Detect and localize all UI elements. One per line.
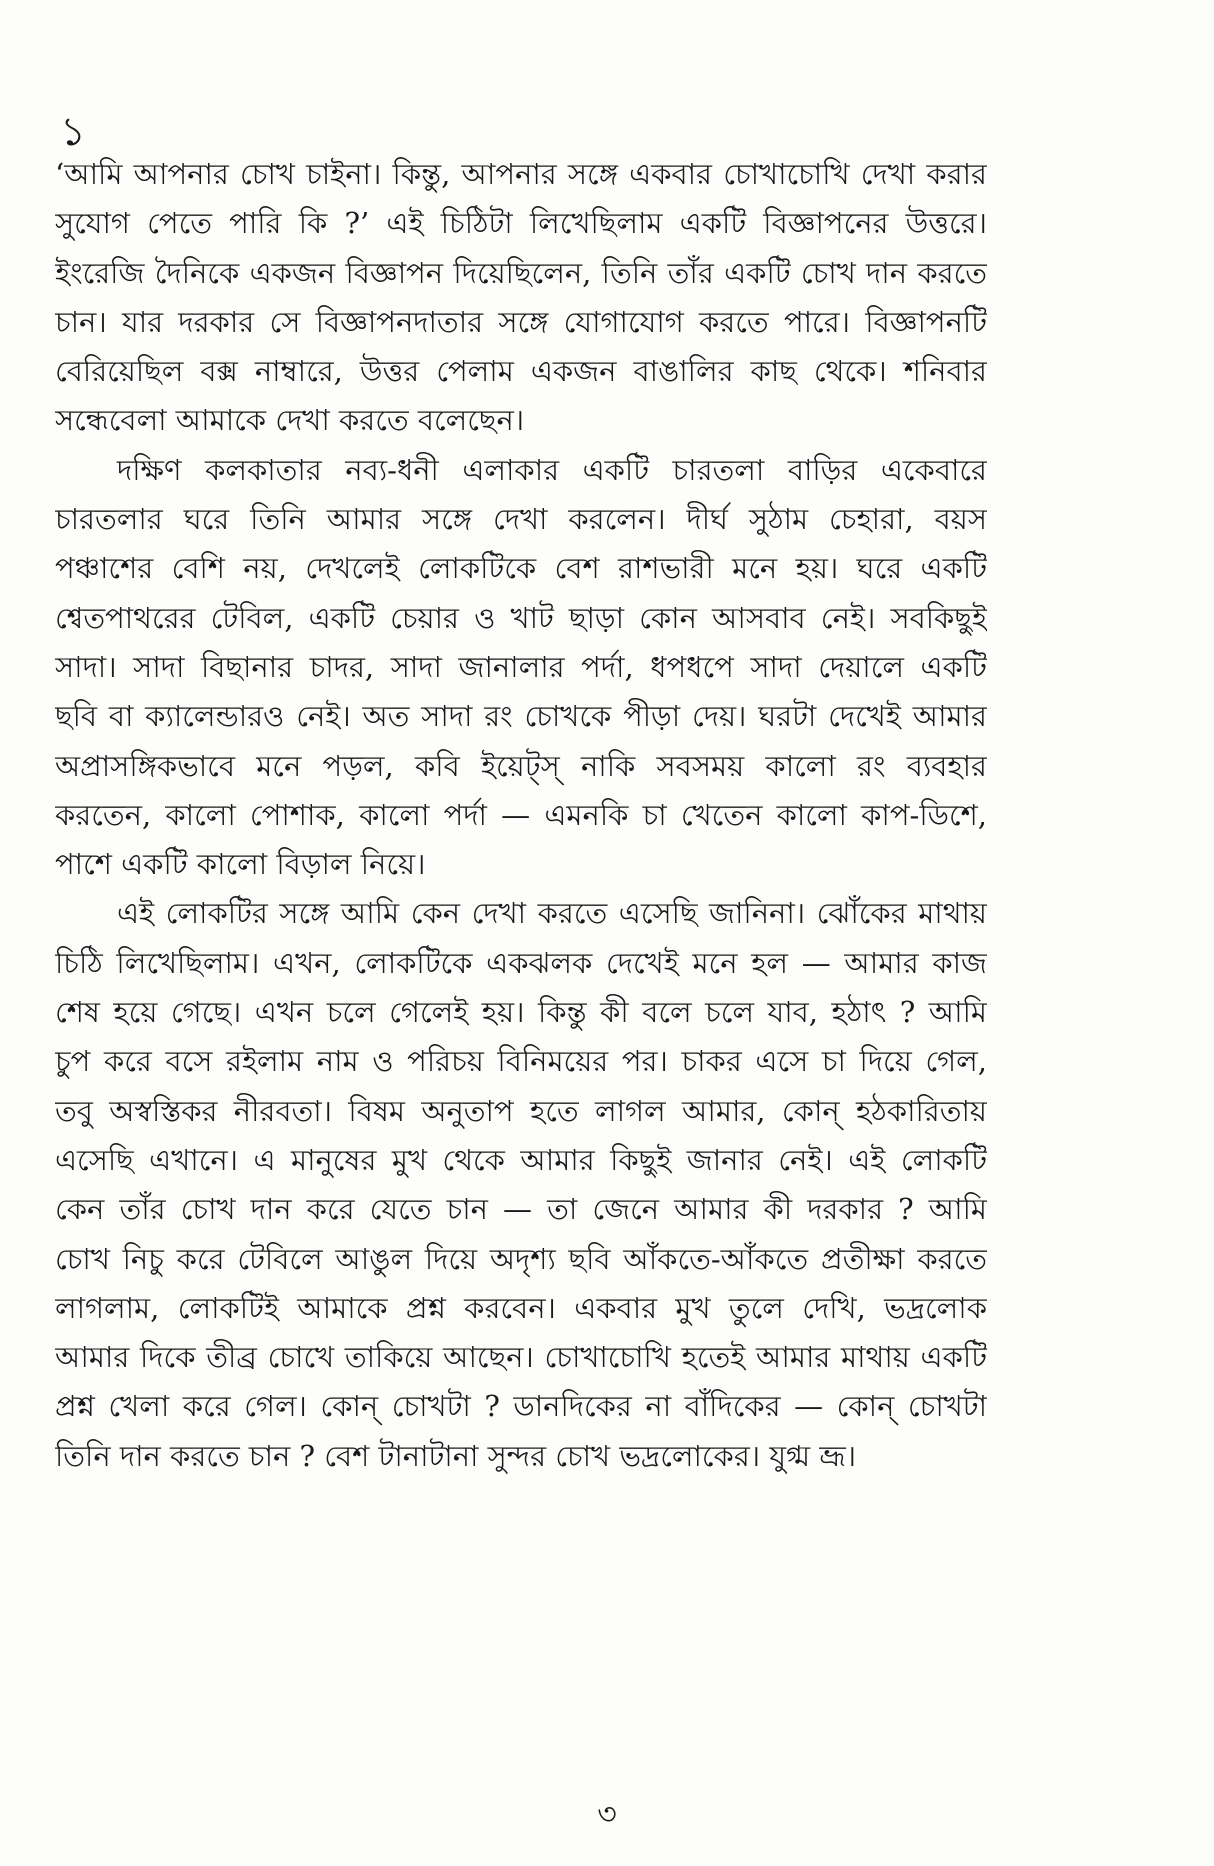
page-number: ৩ bbox=[597, 1797, 617, 1832]
text-line: শ্বেতপাথরের টেবিল, একটি চেয়ার ও খাট ছাড়া কোন আসবাব নেই। সবকিছুই bbox=[55, 600, 987, 635]
text-line: শেষ হয়ে গেছে। এখন চলে গেলেই হয়। কিন্তু কী বলে চলে যাব, হঠাৎ ? আমি bbox=[55, 995, 987, 1030]
text-line: চান। যার দরকার সে বিজ্ঞাপনদাতার সঙ্গে যোগাযোগ করতে পারে। বিজ্ঞাপনটি bbox=[55, 304, 987, 339]
text-line: সুযোগ পেতে পারি কি ?’ এই চিঠিটা লিখেছিলাম একটি বিজ্ঞাপনের উত্তরে। bbox=[55, 206, 987, 241]
text-line: আমার দিকে তীব্র চোখে তাকিয়ে আছেন। চোখাচোখি হতেই আমার মাথায় একটি bbox=[55, 1340, 987, 1375]
text-line: পঞ্চাশের বেশি নয়, দেখলেই লোকটিকে বেশ রাশভারী মনে হয়। ঘরে একটি bbox=[55, 551, 987, 586]
text-line: বেরিয়েছিল বক্স নাম্বারে, উত্তর পেলাম একজন বাঙালির কাছ থেকে। শনিবার bbox=[55, 354, 987, 389]
text-line: চারতলার ঘরে তিনি আমার সঙ্গে দেখা করলেন। দীর্ঘ সুঠাম চেহারা, বয়স bbox=[55, 502, 987, 537]
text-line: ছবি বা ক্যালেন্ডারও নেই। অত সাদা রং চোখকে পীড়া দেয়। ঘরটা দেখেই আমার bbox=[55, 699, 987, 734]
text-line: পাশে একটি কালো বিড়াল নিয়ে। bbox=[55, 847, 426, 882]
text-line: চোখ নিচু করে টেবিলে আঙুল দিয়ে অদৃশ্য ছবি আঁকতে-আঁকতে প্রতীক্ষা করতে bbox=[55, 1241, 987, 1276]
text-line: তবু অস্বস্তিকর নীরবতা। বিষম অনুতাপ হতে লাগল আমার, কোন্ হঠকারিতায় bbox=[55, 1093, 987, 1128]
text-line: ‘আমি আপনার চোখ চাইনা। কিন্তু, আপনার সঙ্গে একবার চোখাচোখি দেখা করার bbox=[55, 157, 987, 191]
text-line: করতেন, কালো পোশাক, কালো পর্দা — এমনকি চা খেতেন কালো কাপ-ডিশে, bbox=[55, 797, 987, 832]
text-line: এসেছি এখানে। এ মানুষের মুখ থেকে আমার কিছুই জানার নেই। এই লোকটি bbox=[55, 1142, 987, 1177]
text-line: ইংরেজি দৈনিকে একজন বিজ্ঞাপন দিয়েছিলেন, তিনি তাঁর একটি চোখ দান করতে bbox=[55, 255, 987, 290]
text-line: চিঠি লিখেছিলাম। এখন, লোকটিকে একঝলক দেখেই মনে হল — আমার কাজ bbox=[55, 945, 987, 980]
paragraph bbox=[55, 150, 987, 446]
text-line: চুপ করে বসে রইলাম নাম ও পরিচয় বিনিময়ের পর। চাকর এসে চা দিয়ে গেল, bbox=[55, 1044, 987, 1079]
text-line: সাদা। সাদা বিছানার চাদর, সাদা জানালার পর্দা, ধপধপে সাদা দেয়ালে একটি bbox=[55, 649, 987, 684]
page-body bbox=[55, 150, 987, 1481]
text-line: প্রশ্ন খেলা করে গেল। কোন্ চোখটা ? ডানদিকের না বাঁদিকের — কোন্ চোখটা bbox=[55, 1389, 987, 1424]
text-line: দক্ষিণ কলকাতার নব্য-ধনী এলাকার একটি চারতলা বাড়ির একেবারে bbox=[117, 452, 987, 487]
paragraph bbox=[55, 446, 987, 890]
text-line: অপ্রাসঙ্গিকভাবে মনে পড়ল, কবি ইয়েট্‌স্ নাকি সবসময় কালো রং ব্যবহার bbox=[55, 748, 987, 783]
paragraph bbox=[55, 889, 987, 1481]
text-line: লাগলাম, লোকটিই আমাকে প্রশ্ন করবেন। একবার মুখ তুলে দেখি, ভদ্রলোক bbox=[55, 1290, 987, 1325]
chapter-number: ১ bbox=[60, 109, 86, 155]
text-line: সন্ধেবেলা আমাকে দেখা করতে বলেছেন। bbox=[55, 403, 525, 438]
text-line: এই লোকটির সঙ্গে আমি কেন দেখা করতে এসেছি জানিনা। ঝোঁকের মাথায় bbox=[117, 896, 987, 931]
text-line: তিনি দান করতে চান ? বেশ টানাটানা সুন্দর চোখ ভদ্রলোকের। যুগ্ম ভ্রূ। bbox=[55, 1438, 857, 1473]
text-line: কেন তাঁর চোখ দান করে যেতে চান — তা জেনে আমার কী দরকার ? আমি bbox=[55, 1192, 987, 1227]
